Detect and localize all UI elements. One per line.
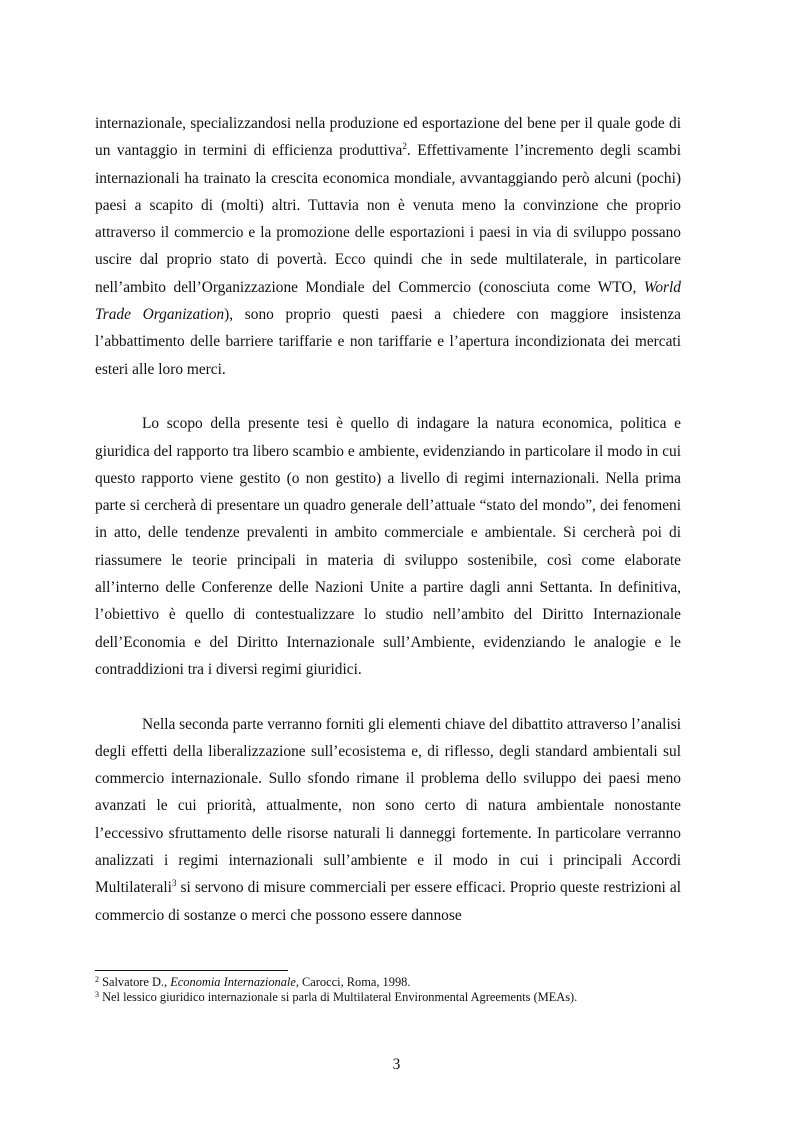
- paragraph-3-text-a: Nella seconda parte verranno forniti gli elementi chiave del dibattito attraverso l’analisi degli effetti della liberalizzazione sull’ecosistema e, di riflesso, degli standard ambientali sul commercio internazionale. Sullo sfondo rimane il problema dello sviluppo dei paesi meno avanzati le cui priorità, attualmente, non sono certo di natura ambientale nonostante l’eccessivo sfruttamento delle risorse naturali li danneggi fortemente. In particolare verranno analizzati i regimi internazionali sull’ambiente e il modo in cui i principali Accordi Multilaterali: [95, 715, 681, 897]
- page-number: 3: [392, 1056, 401, 1073]
- footnote-ref-2[interactable]: 2: [402, 141, 407, 152]
- paragraph-1-text-a: internazionale, specializzandosi nella produzione ed esportazione del bene per il quale gode di un vantaggio in termini di efficienza produttiva: [95, 115, 681, 160]
- paragraph-1-text-b: . Effettivamente l’incremento degli scambi internazionali ha trainato la crescita economica mondiale, avvantaggiando però alcuni (pochi) paesi a scapito di (molti) altri. Tuttavia non è venuta meno la convinzione che proprio attraverso il commercio e la promozione delle esportazioni i paesi in via di sviluppo possano uscire dal proprio stato di povertà. Ecco quindi che in sede multilaterale, in particolare nell’ambito dell’Organizzazione Mondiale del Commercio (conosciuta come WTO,: [95, 142, 681, 296]
- paragraph-1-text-c: ), sono proprio questi paesi a chiedere con maggiore insistenza l’abbattimento delle barriere tariffarie e non tariffarie e l’apertura incondizionata dei mercati esteri alle loro merci.: [95, 306, 681, 378]
- footnote-2-number: 2: [95, 975, 99, 984]
- footnotes: [95, 970, 681, 1004]
- paragraph-2: Lo scopo della presente tesi è quello di indagare la natura economica, politica e giuridica del rapporto tra libero scambio e ambiente, evidenziando in particolare il modo in cui questo rapporto viene gestito (o non gestito) a livello di regimi internazionali. Nella prima parte si cercherà di presentare un quadro generale dell’attuale “stato del mondo”, dei fenomeni in atto, delle tendenze prevalenti in ambito commerciale e ambientale. Si cercherà poi di riassumere le teorie principali in materia di sviluppo sostenibile, così come elaborate all’interno delle Conferenze delle Nazioni Unite a partire dagli anni Settanta. In definitiva, l’obiettivo è quello di contestualizzare lo studio nell’ambito del Diritto Internazionale dell’Economia e del Diritto Internazionale sull’Ambiente, evidenziando le analogie e le contraddizioni tra i diversi regimi giuridici.: [95, 415, 681, 678]
- footnote-divider: [95, 970, 288, 971]
- paragraph-1: [95, 110, 681, 383]
- paragraph-3: [95, 711, 681, 929]
- footnote-2-book-title: Economia Internazionale: [170, 975, 296, 989]
- wto-full-name: World Trade Organization: [95, 278, 681, 324]
- paragraph-3-text-b: si servono di misure commerciali per essere efficaci. Proprio queste restrizioni al commercio di sostanze o merci che possono essere dannose: [95, 879, 681, 924]
- footnote-2: [95, 975, 681, 990]
- footnote-3-text: Nel lessico giuridico internazionale si parla di Multilateral Environmental Agreements (MEAs).: [99, 989, 578, 1004]
- footnote-2-text-b: , Carocci, Roma, 1998.: [295, 975, 411, 989]
- footnote-3-number: 3: [95, 989, 99, 999]
- document-body: [95, 110, 681, 929]
- footnote-ref-3[interactable]: 3: [171, 878, 177, 889]
- footnote-3: [95, 990, 681, 1005]
- footnote-2-text-a: Salvatore D.,: [99, 975, 171, 989]
